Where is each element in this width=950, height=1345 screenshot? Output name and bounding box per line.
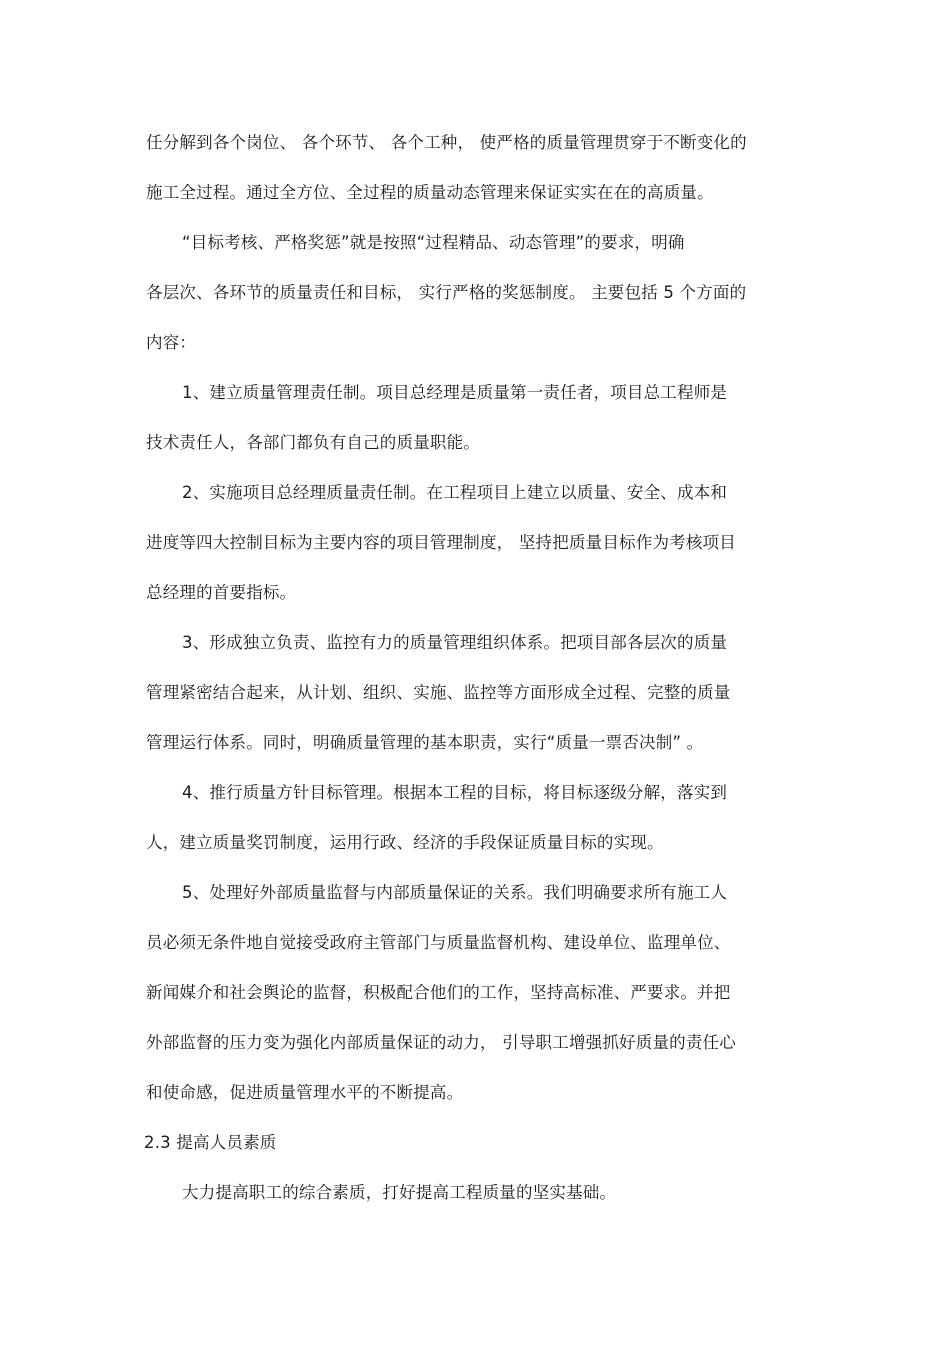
list-item-line: 管理运行体系。同时，明确质量管理的基本职责，实行“质量一票否决制” 。 bbox=[146, 733, 704, 752]
list-item-line: 和使命感，促进质量管理水平的不断提高。 bbox=[146, 1083, 464, 1102]
list-item-line: 技术责任人，各部门都负有自己的质量职能。 bbox=[146, 433, 480, 452]
list-item-line: 1、建立质量管理责任制。项目总经理是质量第一责任者，项目总工程师是 bbox=[182, 383, 728, 402]
paragraph-line: 各层次、各环节的质量责任和目标， 实行严格的奖惩制度。 主要包括 5 个方面的 bbox=[146, 283, 747, 302]
list-item-line: 新闻媒介和社会舆论的监督，积极配合他们的工作，坚持高标准、严要求。并把 bbox=[146, 983, 731, 1002]
list-item-line: 2、实施项目总经理质量责任制。在工程项目上建立以质量、安全、成本和 bbox=[182, 483, 728, 502]
section-heading: 2.3 提高人员素质 bbox=[144, 1133, 277, 1152]
paragraph-line: 内容： bbox=[146, 333, 197, 352]
list-item-line: 3、形成独立负责、监控有力的质量管理组织体系。把项目部各层次的质量 bbox=[182, 633, 728, 652]
list-item-line: 管理紧密结合起来，从计划、组织、实施、监控等方面形成全过程、完整的质量 bbox=[146, 683, 731, 702]
list-item-line: 员必须无条件地自觉接受政府主管部门与质量监督机构、建设单位、监理单位、 bbox=[146, 933, 731, 952]
list-item-line: 总经理的首要指标。 bbox=[146, 583, 297, 602]
paragraph-line: 施工全过程。通过全方位、全过程的质量动态管理来保证实实在在的高质量。 bbox=[146, 183, 714, 202]
list-item-line: 人，建立质量奖罚制度，运用行政、经济的手段保证质量目标的实现。 bbox=[146, 833, 664, 852]
paragraph-line: 任分解到各个岗位、 各个环节、 各个工种， 使严格的质量管理贯穿于不断变化的 bbox=[146, 133, 747, 152]
paragraph-line: 大力提高职工的综合素质，打好提高工程质量的坚实基础。 bbox=[182, 1183, 617, 1202]
paragraph-line: “目标考核、严格奖惩”就是按照“过程精品、动态管理”的要求，明确 bbox=[182, 233, 685, 252]
list-item-line: 外部监督的压力变为强化内部质量保证的动力， 引导职工增强抓好质量的责任心 bbox=[146, 1033, 736, 1052]
list-item-line: 4、推行质量方针目标管理。根据本工程的目标，将目标逐级分解，落实到 bbox=[182, 783, 728, 802]
list-item-line: 5、处理好外部质量监督与内部质量保证的关系。我们明确要求所有施工人 bbox=[182, 883, 728, 902]
list-item-line: 进度等四大控制目标为主要内容的项目管理制度， 坚持把质量目标作为考核项目 bbox=[146, 533, 736, 552]
